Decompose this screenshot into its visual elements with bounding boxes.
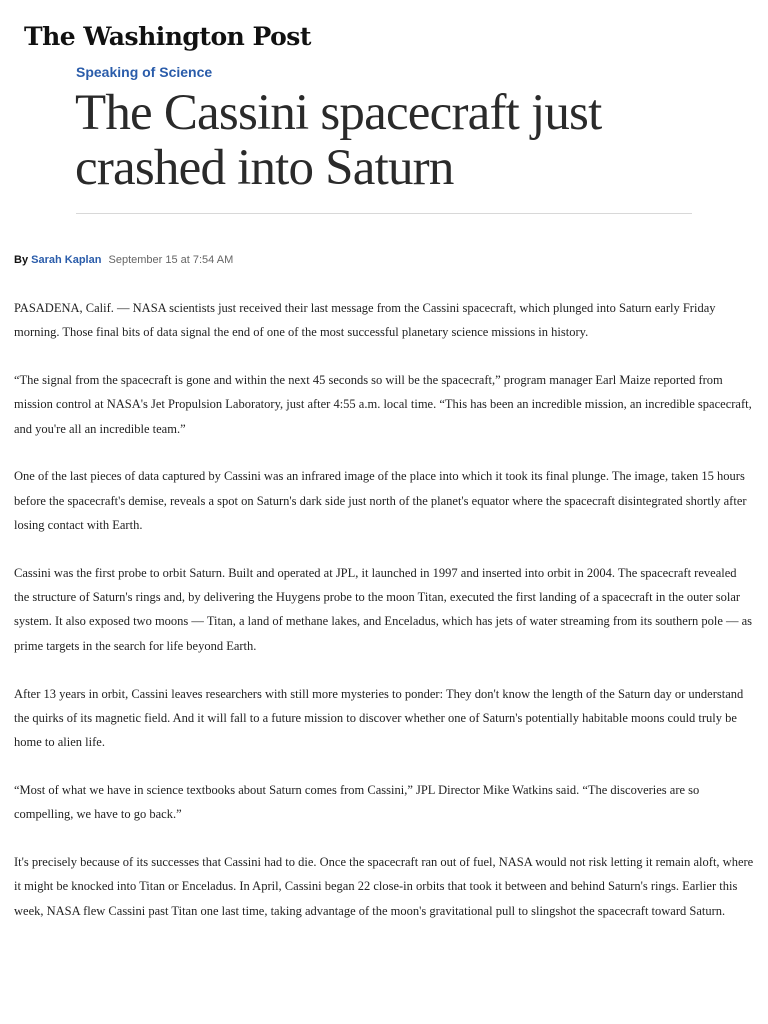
publish-date: September 15 at 7:54 AM — [108, 254, 234, 266]
article-paragraph: “The signal from the spacecraft is gone and within the next 45 seconds so will be the spacecraft,” program manager Earl Maize reported from mission control at NASA's Jet Propulsion Laboratory, just after 4:55 a.m. local time. “This has been an incredible mission, an incredible spacecraft, and you're all an incredible team.” — [14, 373, 752, 436]
headline-divider — [76, 213, 692, 214]
article-headline: The Cassini spacecraft just crashed into Saturn — [75, 85, 602, 196]
article-paragraph: After 13 years in orbit, Cassini leaves researchers with still more mysteries to ponder: They don't know the length of the Saturn day or understand the quirks of its magnetic field. And it will fall to a future mission to discover whether one of Saturn's potentially habitable moons could truly be home to alien life. — [14, 686, 744, 750]
article-paragraph: It's precisely because of its successes that Cassini had to die. Once the spacecraft ran out of fuel, NASA would not risk letting it remain aloft, where it might be knocked into Titan or Enceladus. In April, Cassini began 22 close-in orbits that took it between and behind Saturn's rings. Earlier this week, NASA flew Cassini past Titan one last time, taking advantage of the moon's gravitational pull to slingshot the spacecraft toward Saturn. — [14, 855, 754, 918]
author-link[interactable]: Sarah Kaplan — [31, 254, 102, 266]
byline — [14, 254, 233, 266]
washington-post-logo[interactable]: The Washington Post — [24, 22, 311, 51]
article-paragraph: One of the last pieces of data captured by Cassini was an infrared image of the place into which it took its final plunge. The image, taken 15 hours before the spacecraft's demise, reveals a spot on Saturn's dark side just north of the planet's equator where the spacecraft disintegrated shortly after losing contact with Earth. — [14, 469, 747, 533]
section-kicker-link[interactable]: Speaking of Science — [76, 64, 213, 80]
article-body — [14, 296, 754, 946]
article-paragraph: “Most of what we have in science textbooks about Saturn comes from Cassini,” JPL Director Mike Watkins said. “The discoveries are so compelling, we have to go back.” — [14, 782, 700, 822]
byline-prefix: By — [14, 254, 29, 266]
article-paragraph: Cassini was the first probe to orbit Saturn. Built and operated at JPL, it launched in 1997 and inserted into orbit in 2004. The spacecraft revealed the structure of Saturn's rings and, by delivering the Huygens probe to the moon Titan, executed the first landing of a spacecraft in the outer solar system. It also exposed two moons — Titan, a land of methane lakes, and Enceladus, which has jets of water streaming from its southern pole — as prime targets in the search for life beyond Earth. — [14, 565, 753, 653]
article-paragraph: PASADENA, Calif. — NASA scientists just received their last message from the Cassini spacecraft, which plunged into Saturn early Friday morning. Those final bits of data signal the end of one of the most successful planetary science missions in history. — [14, 301, 716, 340]
